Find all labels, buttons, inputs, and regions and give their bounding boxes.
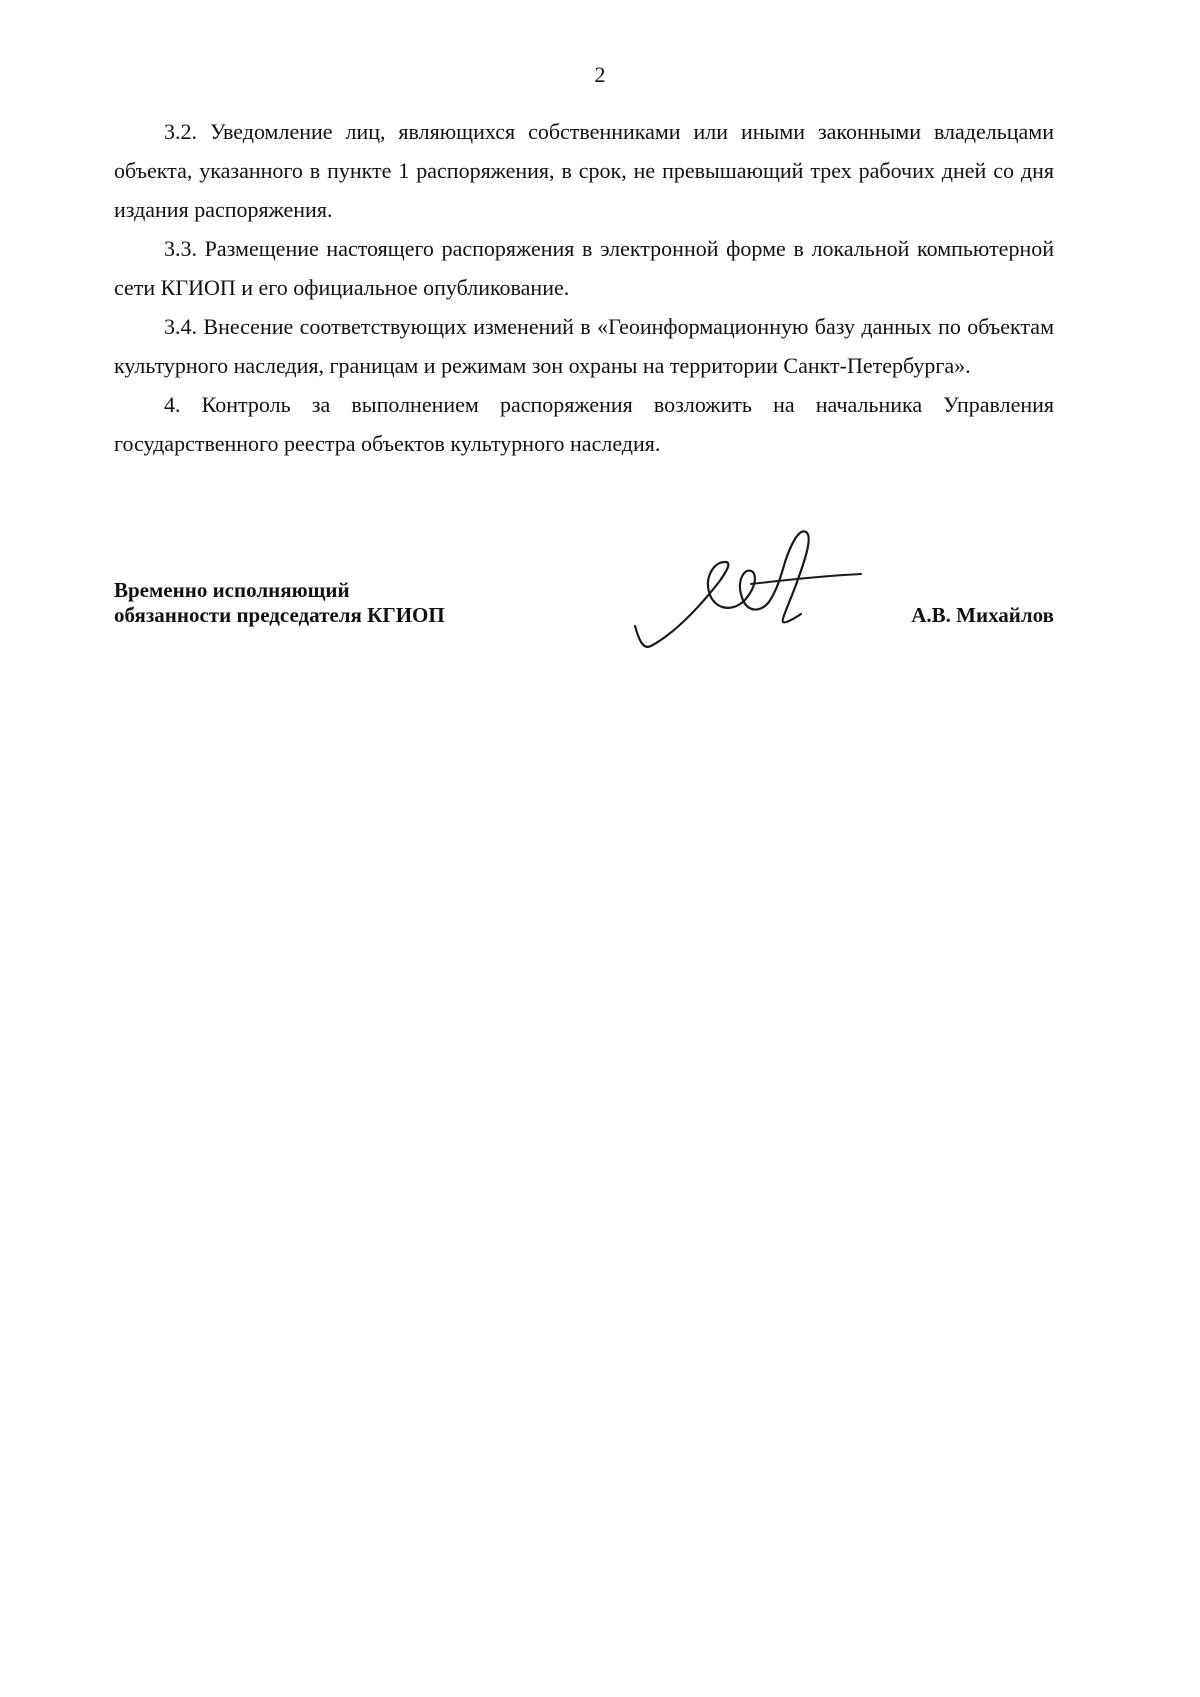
paragraph-3-2: 3.2. Уведомление лиц, являющихся собственниками или иными законными владельцами объекта, указанного в пункте 1 распоряжения, в срок, не превышающий трех рабочих дней со дня издания распоряжения. bbox=[114, 119, 1054, 222]
paragraph-4: 4. Контроль за выполнением распоряжения возложить на начальника Управления государственного реестра объектов культурного наследия. bbox=[114, 392, 1054, 456]
handwritten-signature bbox=[625, 518, 870, 658]
paragraph-3-4: 3.4. Внесение соответствующих изменений в «Геоинформационную базу данных по объектам культурного наследия, границам и режимам зон охраны на территории Санкт-Петербурга». bbox=[114, 314, 1054, 378]
paragraph-3-3: 3.3. Размещение настоящего распоряжения в электронной форме в локальной компьютерной сети КГИОП и его официальное опубликование. bbox=[114, 236, 1054, 300]
signatory-position-line-2: обязанности председателя КГИОП bbox=[114, 603, 445, 627]
signatory-name: А.В. Михайлов bbox=[911, 603, 1054, 627]
page-number: 2 bbox=[594, 62, 606, 87]
signatory-position bbox=[114, 578, 445, 628]
signatory-position-line-1: Временно исполняющий bbox=[114, 578, 350, 602]
document-body bbox=[114, 112, 1054, 463]
